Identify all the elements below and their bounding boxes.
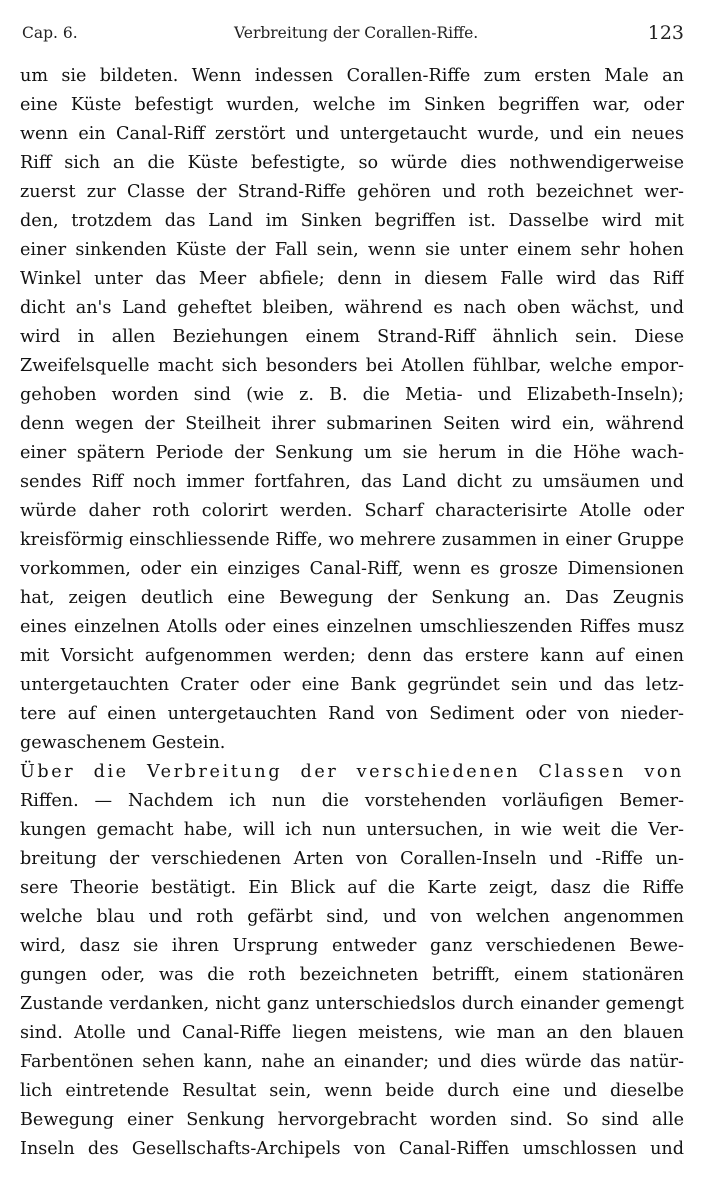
- text-line: den, trotzdem das Land im Sinken begriffen ist. Dasselbe wird mit: [20, 211, 684, 231]
- section-text-line: sind. Atolle und Canal-Riffe liegen meistens, wie man an den blauen: [20, 1023, 684, 1043]
- section-text-line: wird, dasz sie ihren Ursprung entweder ganz verschiedenen Bewe-: [20, 936, 684, 956]
- text-line: mit Vorsicht aufgenommen werden; denn das erstere kann auf einen: [20, 646, 684, 666]
- section-text-line: Farbentönen sehen kann, nahe an einander; und dies würde das natür-: [20, 1052, 684, 1072]
- section-text-line: gungen oder, was die roth bezeichneten betrifft, einem stationären: [20, 965, 684, 985]
- text-line: würde daher roth colorirt werden. Scharf characterisirte Atolle oder: [20, 501, 684, 521]
- section-heading: Über die Verbreitung der verschiedenen Classen von: [20, 762, 684, 782]
- section-text-line: kungen gemacht habe, will ich nun untersuchen, in wie weit die Ver-: [20, 820, 684, 840]
- text-line: hat, zeigen deutlich eine Bewegung der Senkung an. Das Zeugnis: [20, 588, 684, 608]
- running-header: [22, 24, 684, 50]
- text-line: zuerst zur Classe der Strand-Riffe gehören und roth bezeichnet wer-: [20, 182, 684, 202]
- text-line: vorkommen, oder ein einziges Canal-Riff, wenn es grosze Dimensionen: [20, 559, 684, 579]
- text-line: dicht an's Land geheftet bleiben, während es nach oben wächst, und: [20, 298, 684, 318]
- section-text-line: Inseln des Gesellschafts-Archipels von Canal-Riffen umschlossen und: [20, 1139, 684, 1159]
- page-number: 123: [647, 22, 684, 44]
- text-line: wird in allen Beziehungen einem Strand-Riff ähnlich sein. Diese: [20, 327, 684, 347]
- section-text-line: Riffen. — Nachdem ich nun die vorstehenden vorläufigen Bemer-: [20, 791, 684, 811]
- section-text-line: Bewegung einer Senkung hervorgebracht worden sind. So sind alle: [20, 1110, 684, 1130]
- section-text-line: welche blau und roth gefärbt sind, und von welchen angenommen: [20, 907, 684, 927]
- text-line: eine Küste befestigt wurden, welche im Sinken begriffen war, oder: [20, 95, 684, 115]
- text-line: einer sinkenden Küste der Fall sein, wenn sie unter einem sehr hohen: [20, 240, 684, 260]
- chapter-label: Cap. 6.: [22, 24, 78, 42]
- text-line: Zweifelsquelle macht sich besonders bei Atollen fühlbar, welche empor-: [20, 356, 684, 376]
- text-line: wenn ein Canal-Riff zerstört und untergetaucht wurde, und ein neues: [20, 124, 684, 144]
- running-title: Verbreitung der Corallen-Riffe.: [234, 24, 479, 42]
- section-text-line: lich eintretende Resultat sein, wenn beide durch eine und dieselbe: [20, 1081, 684, 1101]
- text-line: eines einzelnen Atolls oder eines einzelnen umschlieszenden Riffes musz: [20, 617, 684, 637]
- text-line: Winkel unter das Meer abfiele; denn in diesem Falle wird das Riff: [20, 269, 684, 289]
- text-line: einer spätern Periode der Senkung um sie herum in die Höhe wach-: [20, 443, 684, 463]
- body-text: [20, 62, 684, 1164]
- text-line: gehoben worden sind (wie z. B. die Metia- und Elizabeth-Inseln);: [20, 385, 684, 405]
- text-line: tere auf einen untergetauchten Rand von Sediment oder von nieder-: [20, 704, 684, 724]
- paragraph-end-line: gewaschenem Gestein.: [20, 733, 226, 753]
- text-line: denn wegen der Steilheit ihrer submarinen Seiten wird ein, während: [20, 414, 684, 434]
- section-text-line: sere Theorie bestätigt. Ein Blick auf die Karte zeigt, dasz die Riffe: [20, 878, 684, 898]
- text-line: untergetauchten Crater oder eine Bank gegründet sein und das letz-: [20, 675, 684, 695]
- text-line: um sie bildeten. Wenn indessen Corallen-Riffe zum ersten Male an: [20, 66, 684, 86]
- section-text-line: Zustande verdanken, nicht ganz unterschiedslos durch einander gemengt: [20, 994, 684, 1014]
- text-line: sendes Riff noch immer fortfahren, das Land dicht zu umsäumen und: [20, 472, 684, 492]
- text-line: kreisförmig einschliessende Riffe, wo mehrere zusammen in einer Gruppe: [20, 530, 684, 550]
- section-text-line: breitung der verschiedenen Arten von Corallen-Inseln und -Riffe un-: [20, 849, 684, 869]
- text-line: Riff sich an die Küste befestigte, so würde dies nothwendigerweise: [20, 153, 684, 173]
